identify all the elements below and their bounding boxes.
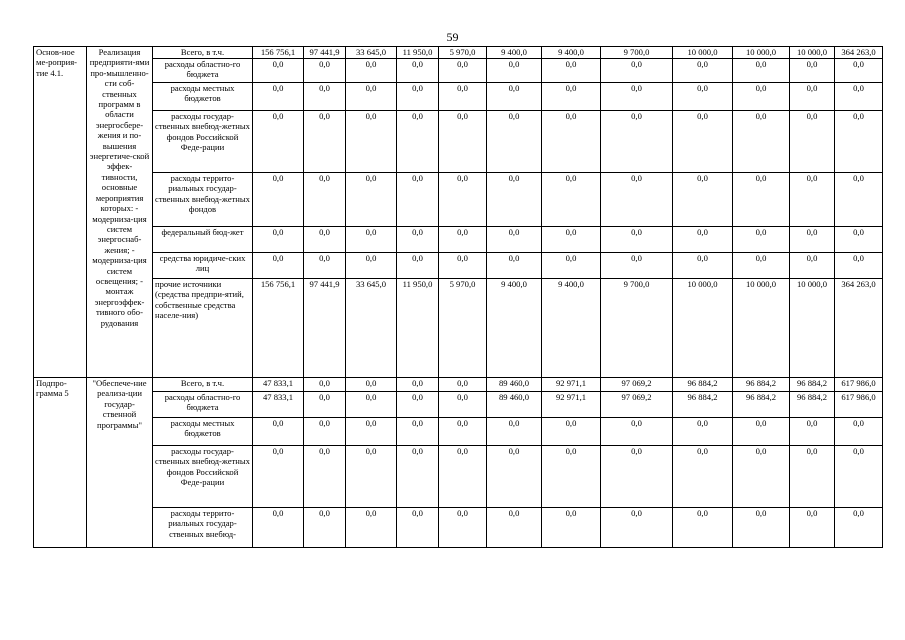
value-cell: 0,0 <box>253 59 304 83</box>
value-cell: 10 000,0 <box>790 47 835 59</box>
value-cell: 0,0 <box>835 59 883 83</box>
value-cell: 0,0 <box>601 59 673 83</box>
value-cell: 96 884,2 <box>673 378 733 392</box>
value-cell: 11 950,0 <box>397 47 439 59</box>
value-cell: 33 645,0 <box>346 47 397 59</box>
value-cell: 0,0 <box>253 111 304 173</box>
value-cell: 9 700,0 <box>601 279 673 378</box>
funding-source-cell: расходы областно-го бюджета <box>153 59 253 83</box>
value-cell: 0,0 <box>835 83 883 111</box>
value-cell: 92 971,1 <box>542 378 601 392</box>
table-row <box>34 508 883 548</box>
value-cell: 0,0 <box>346 378 397 392</box>
value-cell: 0,0 <box>487 253 542 279</box>
value-cell: 0,0 <box>346 253 397 279</box>
value-cell: 0,0 <box>673 173 733 227</box>
value-cell: 0,0 <box>397 508 439 548</box>
value-cell: 0,0 <box>253 253 304 279</box>
value-cell: 364 263,0 <box>835 279 883 378</box>
value-cell: 0,0 <box>487 83 542 111</box>
value-cell: 0,0 <box>346 173 397 227</box>
value-cell: 0,0 <box>835 418 883 446</box>
value-cell: 0,0 <box>439 508 487 548</box>
funding-source-cell: расходы местных бюджетов <box>153 83 253 111</box>
value-cell: 0,0 <box>304 59 346 83</box>
value-cell: 0,0 <box>673 508 733 548</box>
funding-source-cell: Всего, в т.ч. <box>153 378 253 392</box>
value-cell: 364 263,0 <box>835 47 883 59</box>
section-code-cell: Основ-ное ме-роприя-тие 4.1. <box>34 47 87 378</box>
value-cell: 96 884,2 <box>733 378 790 392</box>
value-cell: 0,0 <box>673 227 733 253</box>
value-cell: 0,0 <box>397 83 439 111</box>
value-cell: 0,0 <box>601 418 673 446</box>
value-cell: 0,0 <box>397 392 439 418</box>
value-cell: 33 645,0 <box>346 279 397 378</box>
value-cell: 0,0 <box>487 59 542 83</box>
value-cell: 0,0 <box>542 227 601 253</box>
value-cell: 0,0 <box>304 446 346 508</box>
value-cell: 0,0 <box>835 253 883 279</box>
value-cell: 156 756,1 <box>253 47 304 59</box>
value-cell: 0,0 <box>439 418 487 446</box>
value-cell: 10 000,0 <box>733 47 790 59</box>
value-cell: 0,0 <box>790 227 835 253</box>
value-cell: 0,0 <box>439 227 487 253</box>
value-cell: 0,0 <box>346 446 397 508</box>
value-cell: 96 884,2 <box>790 392 835 418</box>
value-cell: 0,0 <box>733 173 790 227</box>
value-cell: 0,0 <box>601 83 673 111</box>
value-cell: 0,0 <box>253 173 304 227</box>
value-cell: 0,0 <box>397 227 439 253</box>
value-cell: 10 000,0 <box>790 279 835 378</box>
value-cell: 0,0 <box>487 227 542 253</box>
value-cell: 97 441,9 <box>304 47 346 59</box>
value-cell: 0,0 <box>601 173 673 227</box>
value-cell: 0,0 <box>346 508 397 548</box>
table-row <box>34 446 883 508</box>
value-cell: 9 400,0 <box>487 47 542 59</box>
value-cell: 0,0 <box>439 111 487 173</box>
value-cell: 0,0 <box>733 253 790 279</box>
value-cell: 0,0 <box>601 253 673 279</box>
value-cell: 0,0 <box>835 227 883 253</box>
value-cell: 0,0 <box>439 253 487 279</box>
table-row <box>34 83 883 111</box>
value-cell: 0,0 <box>397 418 439 446</box>
value-cell: 0,0 <box>673 253 733 279</box>
value-cell: 0,0 <box>304 111 346 173</box>
value-cell: 0,0 <box>601 111 673 173</box>
value-cell: 0,0 <box>397 446 439 508</box>
value-cell: 0,0 <box>790 253 835 279</box>
value-cell: 0,0 <box>253 418 304 446</box>
value-cell: 89 460,0 <box>487 378 542 392</box>
value-cell: 97 441,9 <box>304 279 346 378</box>
value-cell: 11 950,0 <box>397 279 439 378</box>
value-cell: 10 000,0 <box>733 279 790 378</box>
table-row <box>34 378 883 392</box>
value-cell: 0,0 <box>346 83 397 111</box>
value-cell: 0,0 <box>304 227 346 253</box>
value-cell: 0,0 <box>733 59 790 83</box>
value-cell: 0,0 <box>601 508 673 548</box>
value-cell: 617 986,0 <box>835 378 883 392</box>
value-cell: 0,0 <box>673 418 733 446</box>
value-cell: 0,0 <box>439 173 487 227</box>
value-cell: 0,0 <box>790 508 835 548</box>
value-cell: 5 970,0 <box>439 279 487 378</box>
value-cell: 0,0 <box>439 378 487 392</box>
value-cell: 92 971,1 <box>542 392 601 418</box>
value-cell: 0,0 <box>253 508 304 548</box>
value-cell: 10 000,0 <box>673 47 733 59</box>
value-cell: 0,0 <box>542 418 601 446</box>
page-number: 59 <box>446 30 459 44</box>
value-cell: 96 884,2 <box>733 392 790 418</box>
section-code-cell: Подпро-грамма 5 <box>34 378 87 548</box>
value-cell: 0,0 <box>733 418 790 446</box>
value-cell: 0,0 <box>304 508 346 548</box>
table-row <box>34 59 883 83</box>
section-name-cell: Реализация предприяти-ями про-мышленно-сти соб-ственных программ в области энергосбере-жения и по-вышения энергетиче-ской эффек-тивности, основные мероприятия которых: - модерниза-ция систем энергоснаб-жения; - модерниза-ция систем освещения; - монтаж энергоэффек-тивного обо-рудования <box>87 47 153 378</box>
value-cell: 5 970,0 <box>439 47 487 59</box>
funding-source-cell: расходы областно-го бюджета <box>153 392 253 418</box>
value-cell: 97 069,2 <box>601 392 673 418</box>
value-cell: 0,0 <box>304 392 346 418</box>
value-cell: 0,0 <box>397 173 439 227</box>
value-cell: 0,0 <box>346 111 397 173</box>
value-cell: 0,0 <box>304 378 346 392</box>
value-cell: 0,0 <box>439 83 487 111</box>
funding-source-cell: расходы местных бюджетов <box>153 418 253 446</box>
value-cell: 0,0 <box>439 59 487 83</box>
value-cell: 0,0 <box>304 418 346 446</box>
value-cell: 0,0 <box>253 446 304 508</box>
value-cell: 0,0 <box>253 227 304 253</box>
value-cell: 0,0 <box>673 446 733 508</box>
table-row <box>34 253 883 279</box>
value-cell: 0,0 <box>835 173 883 227</box>
value-cell: 0,0 <box>346 418 397 446</box>
value-cell: 0,0 <box>673 83 733 111</box>
value-cell: 0,0 <box>601 446 673 508</box>
value-cell: 47 833,1 <box>253 378 304 392</box>
value-cell: 0,0 <box>397 378 439 392</box>
value-cell: 0,0 <box>733 83 790 111</box>
value-cell: 0,0 <box>790 59 835 83</box>
value-cell: 0,0 <box>673 111 733 173</box>
value-cell: 156 756,1 <box>253 279 304 378</box>
value-cell: 0,0 <box>601 227 673 253</box>
value-cell: 89 460,0 <box>487 392 542 418</box>
value-cell: 0,0 <box>304 253 346 279</box>
value-cell: 0,0 <box>346 59 397 83</box>
value-cell: 0,0 <box>790 83 835 111</box>
value-cell: 0,0 <box>542 508 601 548</box>
value-cell: 0,0 <box>542 83 601 111</box>
funding-source-cell: федеральный бюд-жет <box>153 227 253 253</box>
value-cell: 9 400,0 <box>542 279 601 378</box>
table-row <box>34 111 883 173</box>
value-cell: 0,0 <box>542 111 601 173</box>
table-row <box>34 279 883 378</box>
value-cell: 97 069,2 <box>601 378 673 392</box>
value-cell: 617 986,0 <box>835 392 883 418</box>
funding-source-cell: средства юридиче-ских лиц <box>153 253 253 279</box>
funding-source-cell: расходы террито-риальных государ-ственных внебюд- <box>153 508 253 548</box>
value-cell: 0,0 <box>304 173 346 227</box>
value-cell: 0,0 <box>487 508 542 548</box>
value-cell: 96 884,2 <box>673 392 733 418</box>
value-cell: 0,0 <box>397 59 439 83</box>
table-row <box>34 227 883 253</box>
funding-source-cell: прочие источники (средства предпри-ятий, собственные средства населе-ния) <box>153 279 253 378</box>
value-cell: 96 884,2 <box>790 378 835 392</box>
value-cell: 0,0 <box>487 111 542 173</box>
value-cell: 0,0 <box>346 392 397 418</box>
value-cell: 0,0 <box>835 111 883 173</box>
value-cell: 0,0 <box>790 446 835 508</box>
table-row <box>34 173 883 227</box>
section-name-cell: "Обеспече-ние реализа-ции государ-ственной программы" <box>87 378 153 548</box>
value-cell: 9 400,0 <box>487 279 542 378</box>
table-row <box>34 418 883 446</box>
value-cell: 0,0 <box>790 111 835 173</box>
value-cell: 0,0 <box>733 111 790 173</box>
value-cell: 0,0 <box>542 173 601 227</box>
funding-source-cell: расходы террито-риальных государ-ственных внебюд-жетных фондов <box>153 173 253 227</box>
value-cell: 0,0 <box>487 418 542 446</box>
value-cell: 0,0 <box>487 446 542 508</box>
table-row <box>34 47 883 59</box>
value-cell: 0,0 <box>346 227 397 253</box>
value-cell: 47 833,1 <box>253 392 304 418</box>
funding-source-cell: расходы государ-ственных внебюд-жетных фондов Российской Феде-рации <box>153 446 253 508</box>
funding-source-cell: расходы государ-ственных внебюд-жетных фондов Российской Феде-рации <box>153 111 253 173</box>
value-cell: 0,0 <box>542 446 601 508</box>
value-cell: 0,0 <box>790 418 835 446</box>
value-cell: 0,0 <box>790 173 835 227</box>
value-cell: 0,0 <box>397 111 439 173</box>
funding-source-cell: Всего, в т.ч. <box>153 47 253 59</box>
value-cell: 0,0 <box>733 227 790 253</box>
value-cell: 0,0 <box>439 392 487 418</box>
value-cell: 0,0 <box>397 253 439 279</box>
value-cell: 9 700,0 <box>601 47 673 59</box>
value-cell: 0,0 <box>733 446 790 508</box>
value-cell: 0,0 <box>439 446 487 508</box>
value-cell: 0,0 <box>304 83 346 111</box>
value-cell: 0,0 <box>542 59 601 83</box>
value-cell: 0,0 <box>253 83 304 111</box>
value-cell: 0,0 <box>673 59 733 83</box>
value-cell: 10 000,0 <box>673 279 733 378</box>
value-cell: 9 400,0 <box>542 47 601 59</box>
value-cell: 0,0 <box>487 173 542 227</box>
table-row <box>34 392 883 418</box>
value-cell: 0,0 <box>542 253 601 279</box>
value-cell: 0,0 <box>835 508 883 548</box>
budget-table <box>33 46 883 548</box>
value-cell: 0,0 <box>835 446 883 508</box>
value-cell: 0,0 <box>733 508 790 548</box>
